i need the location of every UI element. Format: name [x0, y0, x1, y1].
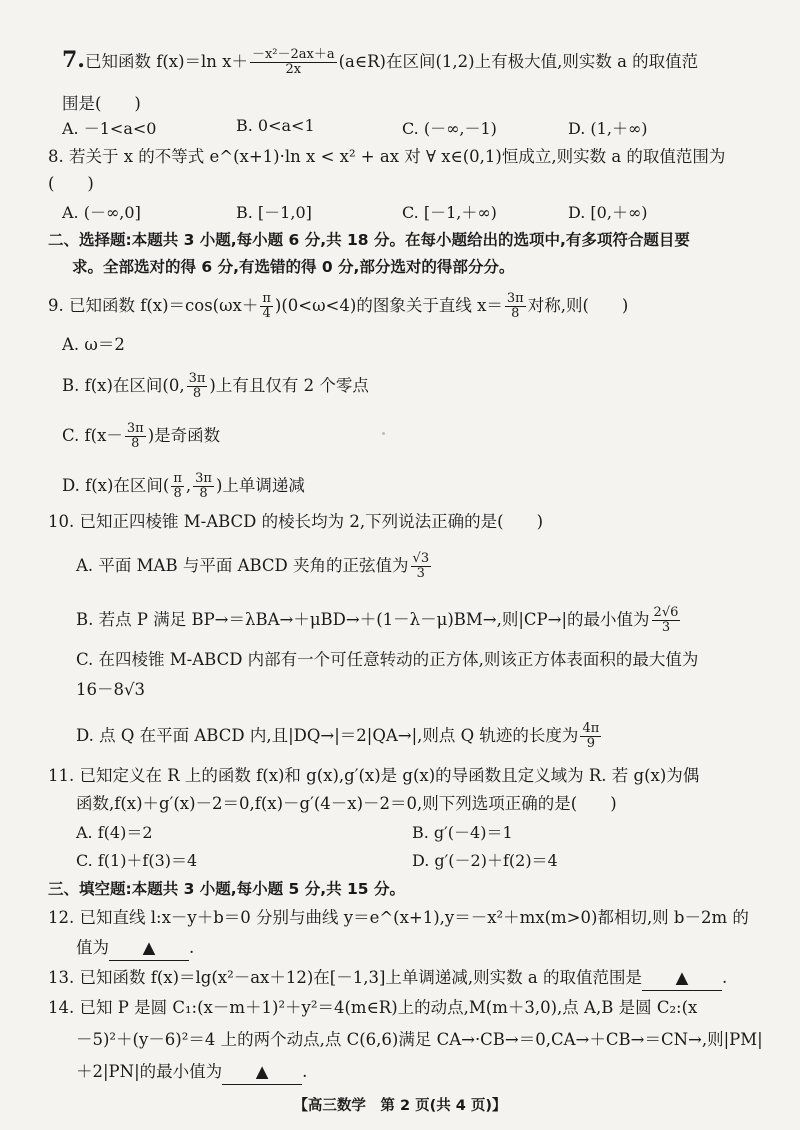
- q11-option-c: C. f(1)＋f(3)＝4: [76, 851, 198, 870]
- q13-stem: 13. 已知函数 f(x)＝lg(x²－ax＋12)在[－1,3]上单调递减,则实数 a 的取值范围是 ▲ .: [48, 966, 770, 991]
- q11-option-d: D. g′(－2)＋f(2)＝4: [412, 851, 558, 870]
- section-3-heading: 三、填空题:本题共 3 小题,每小题 5 分,共 15 分。: [48, 880, 405, 898]
- q11-stem-line2: 函数,f(x)＋g′(x)－2＝0,f(x)－g′(4－x)－2＝0,则下列选项正确的是( ): [76, 794, 617, 813]
- q9-stem: 9. 已知函数 f(x)＝cos(ωx＋ $\frac{\pi}{4}$ )(0<ω<4)的图象关于直线 x＝ $\frac{3\pi}{8}$ 对称,则( ): [48, 291, 629, 321]
- q7-option-c: C. (－∞,－1): [402, 119, 497, 138]
- section-2-heading: 二、选择题:本题共 3 小题,每小题 6 分,共 18 分。在每小题给出的选项中,有多项符合题目要: [48, 231, 690, 249]
- q7-option-b: B. 0<a<1: [236, 116, 315, 135]
- q9-option-c: C. f(x－ $\frac{3\pi}{8}$ )是奇函数: [62, 421, 221, 451]
- q14-stem-line1: 14. 已知 P 是圆 C₁:(x－m＋1)²＋y²＝4(m∈R)上的动点,M(m＋3,0),点 A,B 是圆 C₂:(x: [48, 998, 698, 1017]
- q10-option-a: A. 平面 MAB 与平面 ABCD 夹角的正弦值为 $\frac{√3}{3}$: [76, 551, 430, 581]
- q8-option-b: B. [－1,0]: [236, 203, 312, 222]
- q7-stem-line2: 围是( ): [62, 94, 141, 113]
- q8-option-c: C. [－1,＋∞): [402, 203, 497, 222]
- q11-option-b: B. g′(－4)＝1: [412, 823, 513, 842]
- q12-stem-line2: 值为 ▲ .: [76, 936, 770, 961]
- q7-options: [62, 116, 770, 140]
- q11-stem-line1: 11. 已知定义在 R 上的函数 f(x)和 g(x),g′(x)是 g(x)的导函数且定义域为 R. 若 g(x)为偶: [48, 766, 700, 785]
- q8-stem-line1: 8. 若关于 x 的不等式 e^(x+1)·ln x < x² + ax 对 ∀ x∈(0,1)恒成立,则实数 a 的取值范围为: [48, 147, 726, 166]
- q7-fraction: $\frac{\text{－x²－2ax＋a}}{2x}$: [251, 47, 335, 77]
- q7-option-a: A. －1<a<0: [62, 119, 157, 138]
- q11-option-a: A. f(4)＝2: [76, 823, 153, 842]
- page-footer: 【高三数学 第 2 页(共 4 页)】: [293, 1098, 507, 1114]
- q10-stem: 10. 已知正四棱锥 M-ABCD 的棱长均为 2,下列说法正确的是( ): [48, 512, 544, 531]
- q7-option-d: D. (1,＋∞): [568, 119, 648, 138]
- q14-stem-line3: ＋2|PN|的最小值为 ▲ .: [76, 1060, 770, 1085]
- q11-options-row2: [76, 848, 770, 872]
- q10-option-c-line1: C. 在四棱锥 M-ABCD 内部有一个可任意转动的正方体,则该正方体表面积的最大值为: [76, 650, 699, 669]
- q9-option-d: D. f(x)在区间( $\frac{\pi}{8}$ , $\frac{3\pi}{8}$ )上单调递减: [62, 471, 305, 501]
- q12-answer-blank: ▲: [109, 936, 189, 961]
- q8-stem-line2: ( ): [48, 174, 94, 193]
- q11-options-row1: [76, 820, 770, 844]
- q9-option-a: A. ω＝2: [62, 335, 125, 354]
- q9-option-b: B. f(x)在区间(0, $\frac{3\pi}{8}$ )上有且仅有 2 个零点: [62, 371, 369, 401]
- q10-option-d: D. 点 Q 在平面 ABCD 内,且|DQ→|＝2|QA→|,则点 Q 轨迹的长度为 $\frac{4\pi}{9}$: [76, 721, 600, 751]
- q7-stem-line1: 7.已知函数 f(x)＝ln x＋ $\frac{\text{－x²－2ax＋a}}{2x}$ (a∈R)在区间(1,2)上有极大值,则实数 a 的取值范: [62, 47, 699, 77]
- scan-speck: [382, 432, 385, 435]
- q13-answer-blank: ▲: [642, 966, 722, 991]
- q14-answer-blank: ▲: [222, 1060, 302, 1085]
- q14-stem-line2: －5)²＋(y－6)²＝4 上的两个动点,点 C(6,6)满足 CA→·CB→＝0,CA→＋CB→＝CN→,则|PM|: [76, 1030, 763, 1049]
- q10-option-b: B. 若点 P 满足 BP→＝λBA→＋μBD→＋(1－λ－μ)BM→,则|CP→|的最小值为 $\frac{2√6}{3}$: [76, 605, 679, 635]
- q8-option-a: A. (－∞,0]: [62, 203, 141, 222]
- q10-option-c-line2: 16－8√3: [76, 680, 146, 699]
- q7-number: 7.: [62, 47, 85, 73]
- q12-stem-line1: 12. 已知直线 l:x－y＋b＝0 分别与曲线 y＝e^(x+1),y＝－x²＋mx(m>0)都相切,则 b－2m 的: [48, 908, 749, 927]
- section-2-instructions: 求。全部选对的得 6 分,有选错的得 0 分,部分选对的得部分分。: [72, 258, 515, 276]
- q8-option-d: D. [0,＋∞): [568, 203, 648, 222]
- q8-options: [62, 200, 770, 224]
